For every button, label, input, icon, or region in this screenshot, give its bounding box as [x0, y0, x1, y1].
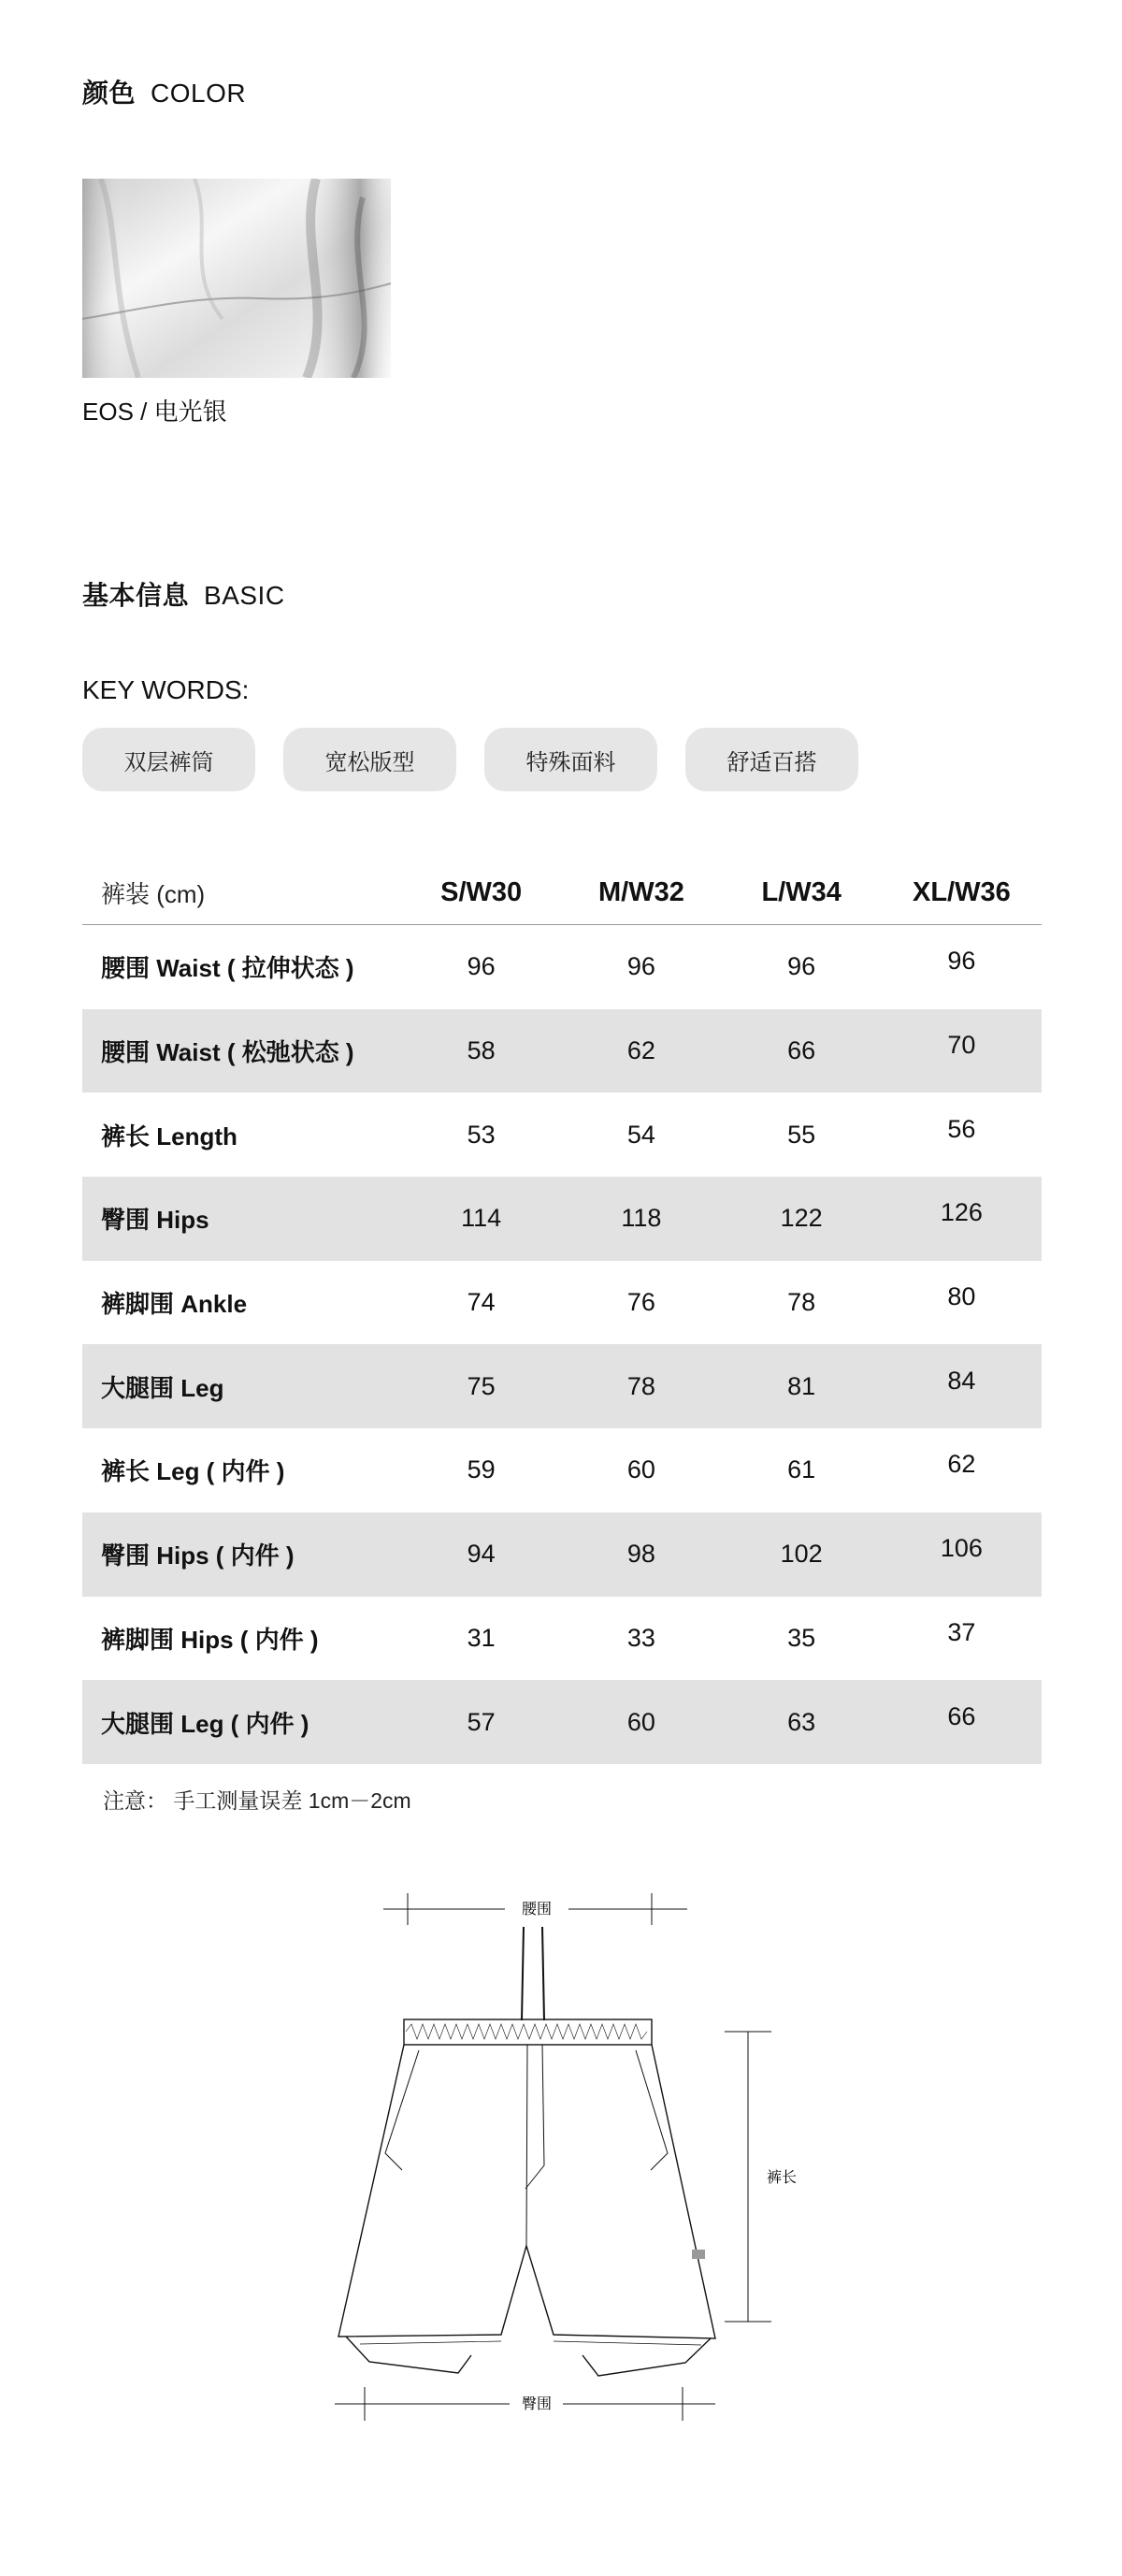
size-header: M/W32	[597, 876, 684, 907]
table-cell: 63	[787, 1707, 816, 1736]
label-tag-icon	[692, 2250, 705, 2259]
table-row	[82, 1093, 1042, 1177]
table-cell: 62	[626, 1036, 655, 1065]
shorts-measurement-diagram	[318, 1889, 804, 2469]
row-label: 裤脚围 Ankle	[101, 1290, 248, 1319]
table-cell: 70	[947, 1031, 976, 1060]
table-cell: 60	[626, 1455, 655, 1484]
basic-section-title	[82, 575, 285, 613]
table-cell: 66	[787, 1036, 816, 1065]
table-cell: 98	[626, 1540, 655, 1569]
table-cell: 53	[467, 1120, 496, 1149]
row-label: 大腿围 Leg	[101, 1373, 224, 1402]
table-cell: 59	[467, 1455, 496, 1484]
table-row	[82, 1512, 1042, 1597]
row-label: 腰围 Waist ( 拉伸状态 )	[101, 954, 354, 983]
table-cell: 55	[787, 1120, 816, 1149]
diagram-waist-label: 腰围	[521, 1902, 553, 1918]
diagram-hips-label: 臀围	[521, 2396, 553, 2412]
swatch-name: EOS / 电光银	[82, 398, 227, 426]
size-table	[82, 861, 1042, 1764]
table-body	[82, 925, 1042, 1764]
keyword-tag: 特殊面料	[484, 728, 657, 791]
color-title-en: COLOR	[151, 79, 247, 108]
table-cell: 74	[467, 1288, 496, 1317]
table-cell: 75	[467, 1371, 496, 1400]
table-cell: 60	[626, 1707, 655, 1736]
size-header: S/W30	[440, 876, 523, 907]
basic-title-en: BASIC	[204, 581, 285, 610]
table-cell: 66	[947, 1701, 976, 1730]
table-cell: 35	[787, 1623, 816, 1652]
table-row	[82, 1261, 1042, 1345]
table-cell: 76	[626, 1288, 655, 1317]
table-cell: 56	[947, 1114, 976, 1143]
table-cell: 106	[940, 1534, 983, 1563]
table-cell: 58	[467, 1036, 496, 1065]
table-cell: 96	[467, 952, 496, 981]
table-cell: 37	[947, 1617, 976, 1646]
table-cell: 114	[461, 1204, 502, 1233]
table-cell: 81	[787, 1371, 816, 1400]
row-label: 腰围 Waist ( 松弛状态 )	[101, 1038, 354, 1067]
keyword-tag: 舒适百搭	[685, 728, 858, 791]
keywords-label: KEY WORDS:	[82, 675, 250, 704]
table-cell: 84	[947, 1366, 976, 1395]
table-cell: 78	[626, 1371, 655, 1400]
table-row	[82, 1428, 1042, 1512]
table-cell: 61	[787, 1455, 816, 1484]
size-header: L/W34	[761, 876, 842, 907]
table-cell: 118	[621, 1204, 662, 1233]
keyword-tag: 宽松版型	[283, 728, 456, 791]
table-row	[82, 1680, 1042, 1764]
table-row	[82, 925, 1042, 1009]
table-header	[82, 861, 1042, 925]
table-cell: 80	[947, 1282, 976, 1311]
table-cell: 94	[467, 1540, 496, 1569]
table-cell: 78	[787, 1288, 816, 1317]
color-swatch-image[interactable]	[82, 179, 391, 378]
table-cell: 57	[467, 1707, 496, 1736]
row-label: 裤长 Length	[101, 1122, 237, 1151]
basic-title-zh: 基本信息	[82, 581, 190, 610]
table-cell: 62	[947, 1450, 976, 1479]
table-row	[82, 1344, 1042, 1428]
measurement-note: 注意： 手工测量误差 1cm－2cm	[103, 1788, 411, 1813]
table-cell: 126	[940, 1198, 983, 1227]
color-title-zh: 颜色	[82, 79, 137, 108]
table-header-label: 裤装 (cm)	[101, 879, 206, 908]
table-cell: 96	[947, 947, 976, 976]
size-header: XL/W36	[913, 876, 1011, 907]
table-cell: 102	[780, 1540, 823, 1569]
table-cell: 54	[626, 1120, 655, 1149]
table-cell: 96	[626, 952, 655, 981]
table-cell: 33	[626, 1623, 655, 1652]
table-row	[82, 1177, 1042, 1261]
table-cell: 96	[787, 952, 816, 981]
table-row	[82, 1597, 1042, 1681]
color-section-title	[82, 73, 246, 110]
table-cell: 31	[467, 1623, 496, 1652]
row-label: 裤长 Leg ( 内件 )	[101, 1457, 285, 1486]
keyword-tags	[82, 728, 858, 791]
row-label: 臀围 Hips ( 内件 )	[101, 1541, 295, 1570]
table-cell: 122	[780, 1204, 823, 1233]
row-label: 臀围 Hips	[101, 1206, 209, 1235]
silver-fabric-texture	[82, 179, 391, 378]
keyword-tag: 双层裤筒	[82, 728, 255, 791]
diagram-length-label: 裤长	[766, 2170, 798, 2186]
row-label: 大腿围 Leg ( 内件 )	[101, 1709, 309, 1738]
row-label: 裤脚围 Hips ( 内件 )	[101, 1625, 319, 1654]
table-row	[82, 1009, 1042, 1093]
shorts-sketch	[318, 1889, 804, 2469]
